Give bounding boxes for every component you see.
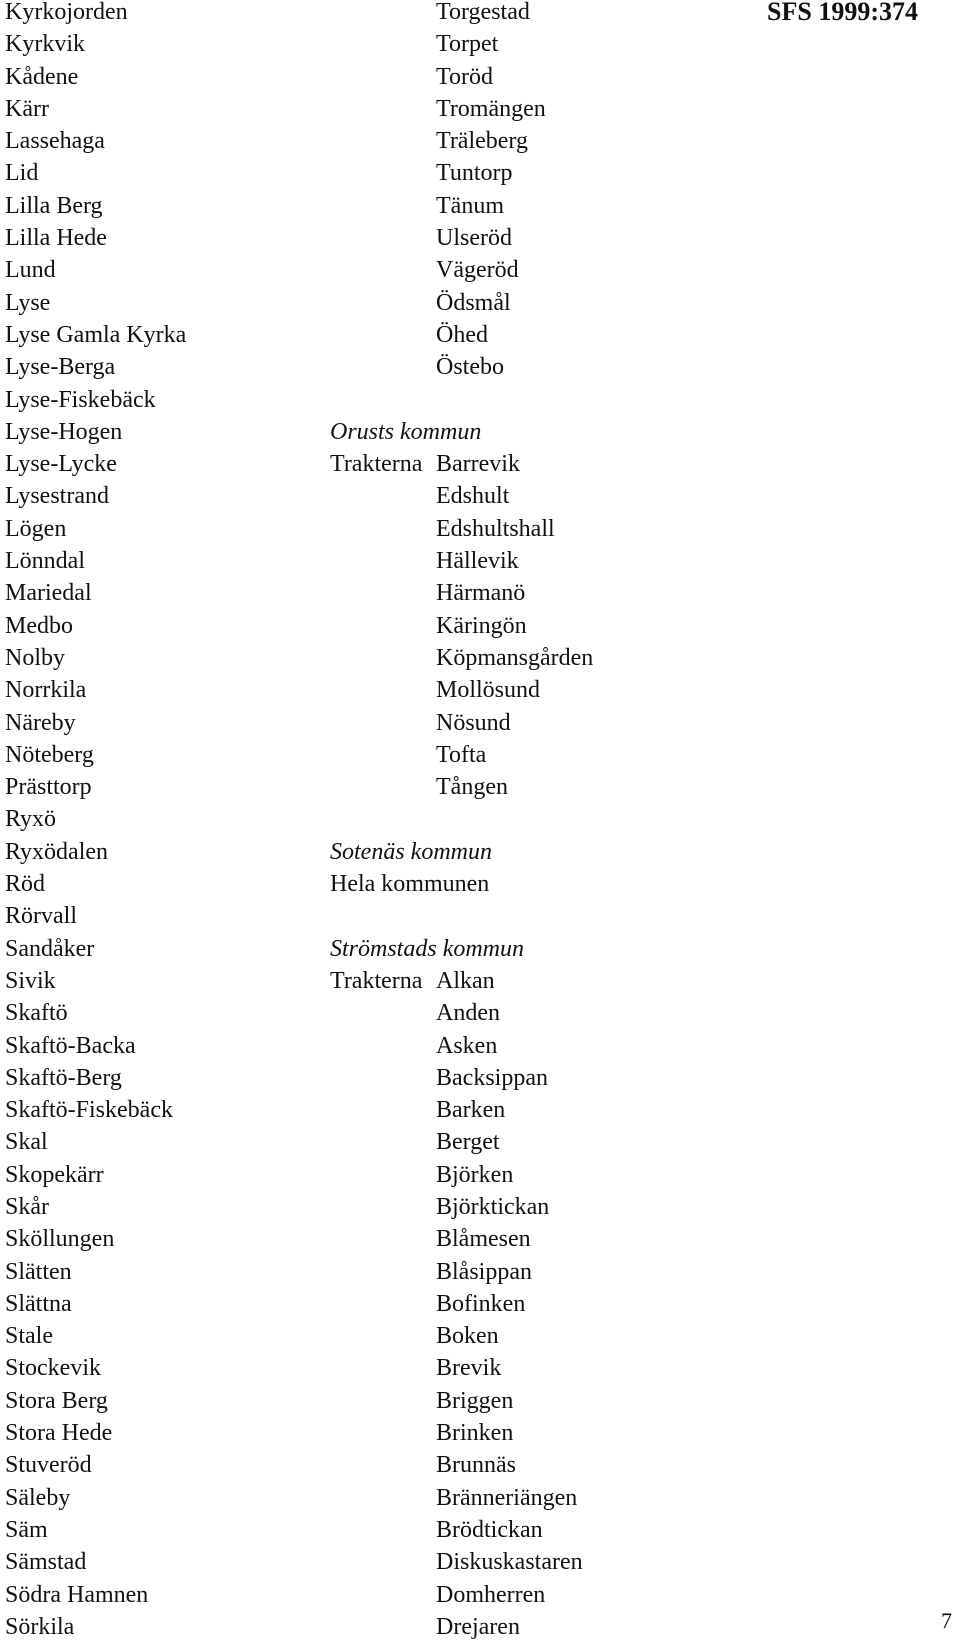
- place-name: Kyrkvik: [5, 31, 85, 58]
- place-name: Blåmesen: [436, 1226, 531, 1253]
- place-name: Köpmansgården: [436, 644, 594, 671]
- place-name: Lönndal: [5, 548, 85, 575]
- place-name: Torpet: [436, 31, 499, 58]
- place-name: Härmanö: [436, 580, 526, 607]
- place-name: Skal: [5, 1129, 48, 1156]
- tract-row: [330, 969, 593, 1001]
- place-name: Lilla Hede: [5, 225, 107, 252]
- blank-line: [330, 807, 593, 839]
- place-name: Brödtickan: [436, 1516, 543, 1543]
- place-name: Lassehaga: [5, 128, 105, 155]
- place-name: Slätten: [5, 1258, 72, 1285]
- place-name: Brinken: [436, 1420, 514, 1447]
- place-name: Backsippan: [436, 1064, 548, 1091]
- place-name: Sämstad: [5, 1549, 87, 1576]
- place-name: Lyse-Lycke: [5, 451, 117, 478]
- place-name: Skaftö-Berg: [5, 1064, 122, 1091]
- place-name: Skår: [5, 1193, 49, 1220]
- place-name: Norrkila: [5, 677, 87, 704]
- place-name: Lyse Gamla Kyrka: [5, 321, 187, 348]
- place-name: Sivik: [5, 967, 56, 994]
- place-name: Ulseröd: [436, 225, 512, 252]
- place-name: Träleberg: [436, 128, 528, 155]
- place-name: Lyse: [5, 289, 51, 316]
- place-name: Lilla Berg: [5, 192, 103, 219]
- place-name: Prästtorp: [5, 774, 92, 801]
- place-name: Hela kommunen: [330, 871, 490, 898]
- place-name: Stuveröd: [5, 1452, 92, 1479]
- place-name: Kärr: [5, 95, 49, 122]
- place-name: Skopekärr: [5, 1161, 104, 1188]
- place-name: Barrevik: [436, 451, 520, 478]
- place-name: Östebo: [436, 354, 504, 381]
- place-name: Alkan: [436, 967, 495, 994]
- place-name: Lysestrand: [5, 483, 109, 510]
- place-name: Bofinken: [436, 1290, 526, 1317]
- place-name: Nösund: [436, 709, 511, 736]
- tract-row: [330, 452, 593, 484]
- place-name: Lyse-Hogen: [5, 418, 123, 445]
- place-name: Stora Berg: [5, 1387, 108, 1414]
- right-column-list: [330, 0, 593, 1647]
- place-name: Torgestad: [436, 0, 530, 25]
- place-name: Näreby: [5, 709, 76, 736]
- place-name: Stockevik: [5, 1355, 101, 1382]
- place-name: Kådene: [5, 63, 79, 90]
- place-name: Öhed: [436, 321, 488, 348]
- place-name: Drejaren: [436, 1613, 520, 1640]
- place-name: Lid: [5, 160, 39, 187]
- place-name: Brunnäs: [436, 1452, 516, 1479]
- place-name: Stora Hede: [5, 1420, 113, 1447]
- place-name: Säm: [5, 1516, 48, 1543]
- place-name: Tromängen: [436, 95, 546, 122]
- tract-label: Trakterna: [330, 967, 423, 994]
- place-name: Röd: [5, 871, 46, 898]
- place-name: Mollösund: [436, 677, 541, 704]
- municipality-heading: Sotenäs kommun: [330, 838, 492, 865]
- place-name: Blåsippan: [436, 1258, 532, 1285]
- place-name: Skaftö: [5, 1000, 68, 1027]
- place-name: Ödsmål: [436, 289, 511, 316]
- place-name: Hällevik: [436, 548, 519, 575]
- place-name: Lyse-Berga: [5, 354, 116, 381]
- place-name: Skaftö-Fiskebäck: [5, 1097, 173, 1124]
- place-name: Tuntorp: [436, 160, 513, 187]
- place-name: Tofta: [436, 741, 487, 768]
- place-name: Medbo: [5, 612, 73, 639]
- place-name: Berget: [436, 1129, 500, 1156]
- place-name: Toröd: [436, 63, 493, 90]
- place-name: Anden: [436, 1000, 500, 1027]
- page-number: 7: [941, 1608, 952, 1633]
- place-name: Asken: [436, 1032, 498, 1059]
- place-name: Sörkila: [5, 1613, 75, 1640]
- place-name: Skaftö-Backa: [5, 1032, 136, 1059]
- place-name: Ryxö: [5, 806, 57, 833]
- place-name: Edshult: [436, 483, 510, 510]
- municipality-heading: Strömstads kommun: [330, 935, 525, 962]
- place-name: Björktickan: [436, 1193, 550, 1220]
- municipality-heading: Orusts kommun: [330, 418, 482, 445]
- place-name: Sandåker: [5, 935, 95, 962]
- place-name: Björken: [436, 1161, 514, 1188]
- place-name: Sköllungen: [5, 1226, 115, 1253]
- place-name: Lund: [5, 257, 56, 284]
- place-name: Nolby: [5, 644, 65, 671]
- place-name: Bränneriängen: [436, 1484, 578, 1511]
- place-name: Stale: [5, 1323, 53, 1350]
- place-name: Barken: [436, 1097, 506, 1124]
- place-name: Vägeröd: [436, 257, 519, 284]
- place-name: Käringön: [436, 612, 527, 639]
- place-name: Rörvall: [5, 903, 77, 930]
- place-name: Brevik: [436, 1355, 502, 1382]
- tract-label: Trakterna: [330, 451, 423, 478]
- blank-line: [330, 904, 593, 936]
- place-name: Nöteberg: [5, 741, 94, 768]
- place-name: Säleby: [5, 1484, 71, 1511]
- place-name: Tången: [436, 774, 508, 801]
- place-name: Södra Hamnen: [5, 1581, 149, 1608]
- place-name: Mariedal: [5, 580, 92, 607]
- place-name: Kyrkojorden: [5, 0, 128, 25]
- place-name: Diskuskastaren: [436, 1549, 583, 1576]
- place-name: Lögen: [5, 515, 67, 542]
- place-name: Briggen: [436, 1387, 514, 1414]
- place-name: Ryxödalen: [5, 838, 109, 865]
- place-name: Slättna: [5, 1290, 72, 1317]
- place-name: Domherren: [436, 1581, 546, 1608]
- place-name: Boken: [436, 1323, 499, 1350]
- left-column-list: [5, 0, 186, 1647]
- place-name: Tänum: [436, 192, 504, 219]
- place-name: Edshultshall: [436, 515, 555, 542]
- sfs-reference: SFS 1999:374: [767, 0, 918, 26]
- place-name: Lyse-Fiskebäck: [5, 386, 156, 413]
- blank-line: [330, 388, 593, 420]
